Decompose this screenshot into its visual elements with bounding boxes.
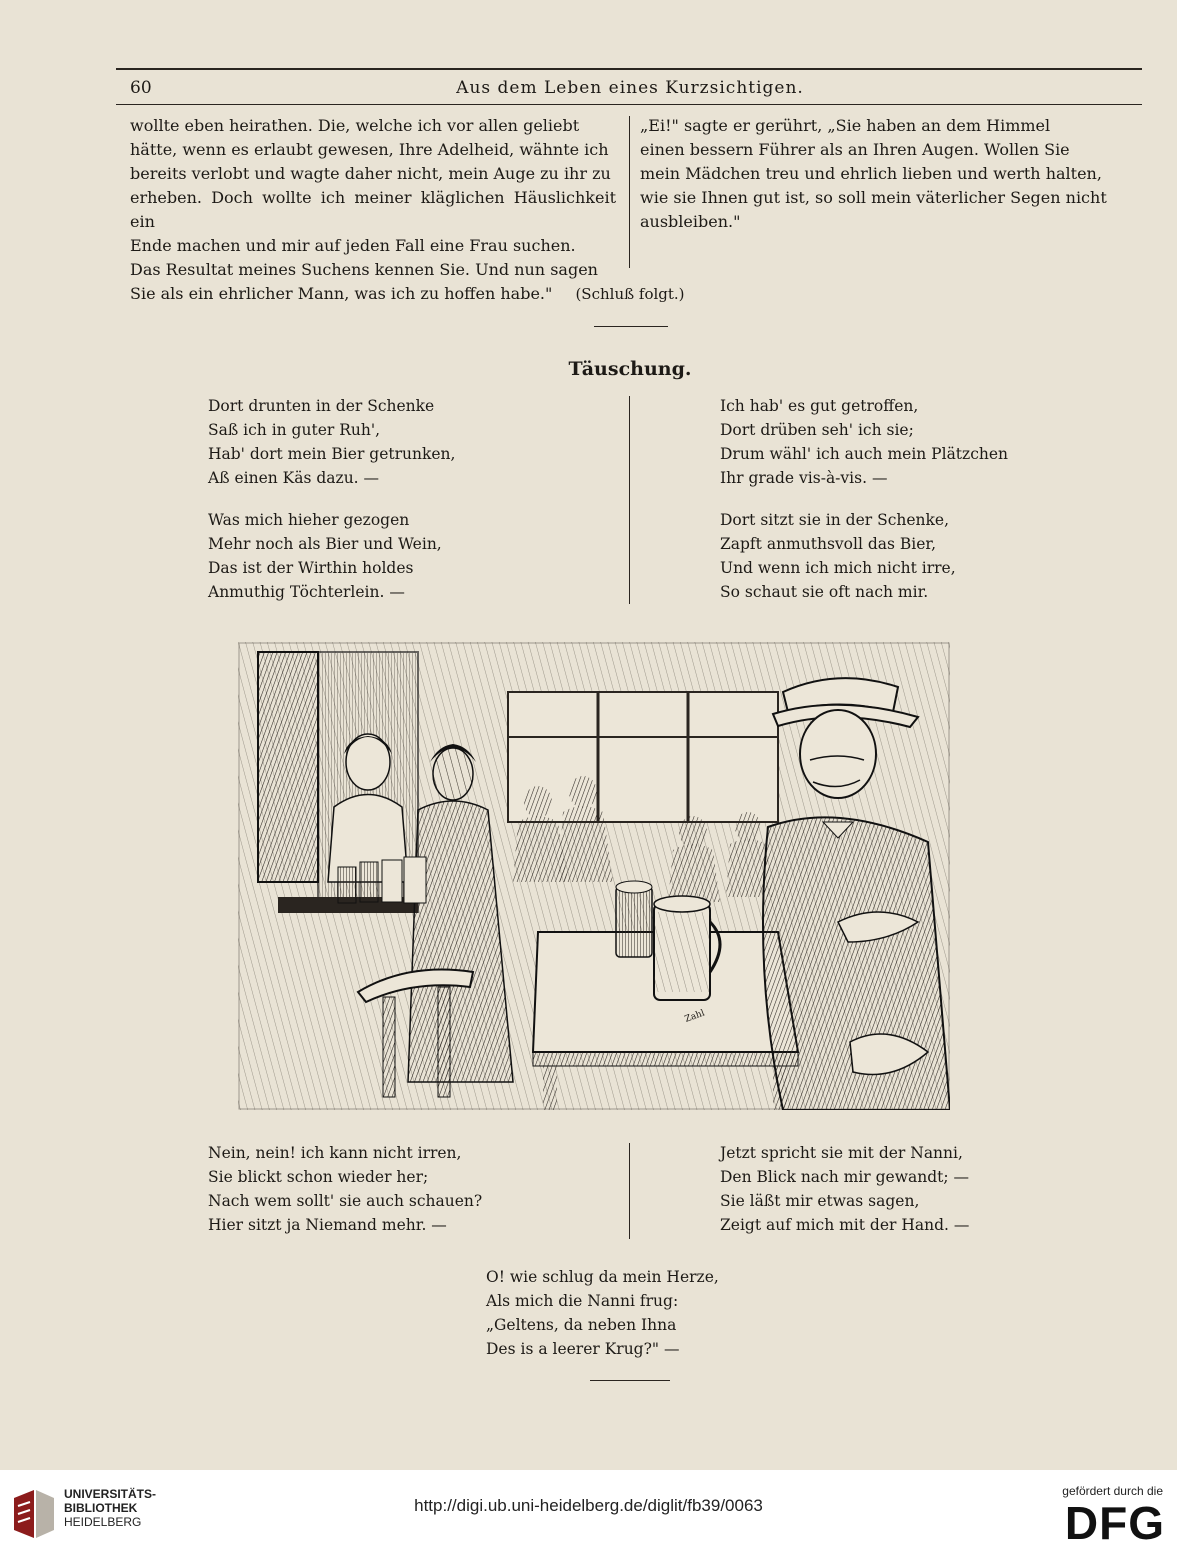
verse-line: Mehr noch als Bier und Wein, [208, 535, 442, 553]
page-number: 60 [130, 78, 152, 98]
prose-line: Das Resultat meines Suchens kennen Sie. Und nun sagen [130, 260, 598, 279]
verse-line: Ich hab' es gut getroffen, [720, 397, 919, 415]
stanza-top-left-1 [208, 394, 455, 490]
section-rule [594, 326, 668, 327]
stanza-top-right-2 [720, 508, 956, 604]
dfg-logo: DFG [1064, 1497, 1165, 1549]
header-rule [116, 104, 1142, 105]
prose-right-column [640, 114, 1130, 234]
funding-note: gefördert durch die [1062, 1484, 1163, 1498]
verse-line: Als mich die Nanni frug: [486, 1292, 679, 1310]
verse-line: Was mich hieher gezogen [208, 511, 410, 529]
verse-line: Zeigt auf mich mit der Hand. — [720, 1216, 970, 1234]
page-header [120, 78, 1140, 102]
stanza-bottom-right [720, 1141, 969, 1237]
column-divider [629, 116, 630, 268]
verse-line: Das ist der Wirthin holdes [208, 559, 414, 577]
verse-line: Hab' dort mein Bier getrunken, [208, 445, 456, 463]
verse-line: Sie läßt mir etwas sagen, [720, 1192, 920, 1210]
verse-line: „Geltens, da neben Ihna [486, 1316, 677, 1334]
institution-line: BIBLIOTHEK [64, 1501, 138, 1515]
verse-line: So schaut sie oft nach mir. [720, 583, 929, 601]
institution-line: UNIVERSITÄTS- [64, 1487, 157, 1501]
stein-label: Zahl [683, 1008, 707, 1025]
verse-line: Saß ich in guter Ruh', [208, 421, 381, 439]
end-rule [590, 1380, 670, 1381]
prose-line: hätte, wenn es erlaubt gewesen, Ihre Adelheid, wähnte ich [130, 140, 609, 159]
stanza-bottom-left [208, 1141, 482, 1237]
poem-divider-top [629, 396, 630, 604]
prose-left-column [130, 114, 616, 306]
running-title: Aus dem Leben eines Kurzsichtigen. [456, 78, 804, 98]
verse-line: Sie blickt schon wieder her; [208, 1168, 429, 1186]
verse-line: Nach wem sollt' sie auch schauen? [208, 1192, 483, 1210]
conclusion-note: (Schluß folgt.) [575, 285, 685, 303]
prose-line: erheben. Doch wollte ich meiner kläglichen Häuslichkeit ein [130, 188, 616, 231]
prose-line: wie sie Ihnen gut ist, so soll mein väterlicher Segen nicht [640, 188, 1107, 207]
permalink-url[interactable]: http://digi.ub.uni-heidelberg.de/diglit/fb39/0063 [414, 1496, 763, 1515]
poem-divider-bottom [629, 1143, 630, 1239]
stanza-top-left-2 [208, 508, 442, 604]
verse-line: O! wie schlug da mein Herze, [486, 1268, 719, 1286]
verse-line: Dort drüben seh' ich sie; [720, 421, 914, 439]
verse-line: Hier sitzt ja Niemand mehr. — [208, 1216, 447, 1234]
institution-line: HEIDELBERG [64, 1515, 142, 1529]
stanza-final [486, 1265, 719, 1361]
verse-line: Den Blick nach mir gewandt; — [720, 1168, 970, 1186]
verse-line: Dort drunten in der Schenke [208, 397, 435, 415]
stanza-top-right-1 [720, 394, 1008, 490]
verse-line: Drum wähl' ich auch mein Plätzchen [720, 445, 1009, 463]
prose-line: „Ei!" sagte er gerührt, „Sie haben an dem Himmel [640, 116, 1051, 135]
prose-line: mein Mädchen treu und ehrlich lieben und werth halten, [640, 164, 1102, 183]
tavern-engraving [238, 642, 950, 1110]
verse-line: Des is a leerer Krug?" — [486, 1340, 680, 1358]
prose-line: Sie als ein ehrlicher Mann, was ich zu hoffen habe." [130, 284, 553, 303]
prose-line: bereits verlobt und wagte daher nicht, mein Auge zu ihr zu [130, 164, 611, 183]
prose-line: ausbleiben." [640, 212, 741, 231]
verse-line: Und wenn ich mich nicht irre, [720, 559, 956, 577]
verse-line: Anmuthig Töchterlein. — [208, 583, 405, 601]
viewer-footer [0, 1470, 1177, 1556]
poem-title: Täuschung. [568, 358, 692, 380]
prose-line: einen bessern Führer als an Ihren Augen. Wollen Sie [640, 140, 1070, 159]
top-frame-rule [116, 68, 1142, 70]
verse-line: Ihr grade vis-à-vis. — [720, 469, 888, 487]
prose-line: Ende machen und mir auf jeden Fall eine Frau suchen. [130, 236, 576, 255]
verse-line: Zapft anmuthsvoll das Bier, [720, 535, 937, 553]
prose-line: wollte eben heirathen. Die, welche ich vor allen geliebt [130, 116, 580, 135]
verse-line: Jetzt spricht sie mit der Nanni, [720, 1144, 963, 1162]
verse-line: Aß einen Käs dazu. — [208, 469, 380, 487]
verse-line: Nein, nein! ich kann nicht irren, [208, 1144, 462, 1162]
verse-line: Dort sitzt sie in der Schenke, [720, 511, 950, 529]
